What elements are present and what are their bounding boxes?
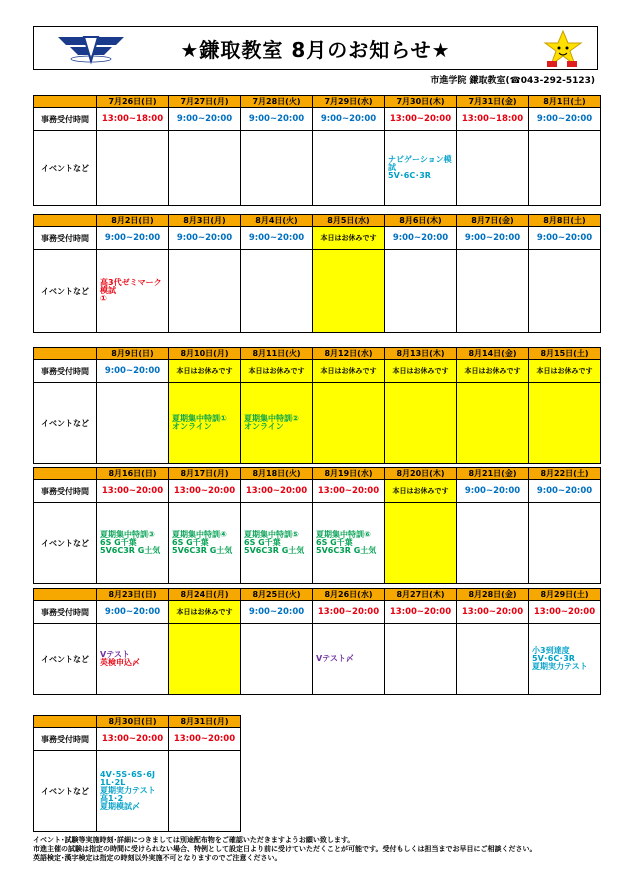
closed-notice: 本日はお休みです bbox=[385, 360, 457, 383]
hours-label: 事務受付時間 bbox=[34, 108, 97, 131]
hours-cell: 9:00~20:00 bbox=[97, 227, 169, 250]
hours-cell: 13:00~20:00 bbox=[385, 108, 457, 131]
date-cell: 8月31日(月) bbox=[169, 716, 241, 728]
event-line: 高3代ゼミマーク模試 bbox=[100, 278, 162, 295]
events-label: イベントなど bbox=[34, 503, 97, 584]
header-corner bbox=[34, 716, 97, 728]
event-cell bbox=[313, 383, 385, 464]
event-cell bbox=[169, 751, 241, 832]
hours-cell: 9:00~20:00 bbox=[97, 360, 169, 383]
hours-cell: 13:00~20:00 bbox=[529, 601, 601, 624]
date-cell: 8月30日(日) bbox=[97, 716, 169, 728]
date-row bbox=[34, 348, 601, 360]
events-label: イベントなど bbox=[34, 250, 97, 333]
hours-row bbox=[34, 601, 601, 624]
date-cell: 7月31日(金) bbox=[457, 96, 529, 108]
event-cell bbox=[313, 131, 385, 206]
event-line: オンライン bbox=[172, 422, 212, 431]
week-table bbox=[33, 715, 241, 832]
events-row bbox=[34, 503, 601, 584]
event-line: 夏期集中特訓② bbox=[244, 414, 299, 423]
hours-cell: 9:00~20:00 bbox=[457, 227, 529, 250]
event-cell bbox=[385, 383, 457, 464]
event-cell bbox=[529, 250, 601, 333]
event-line: Vテスト bbox=[100, 650, 130, 659]
hours-cell: 9:00~20:00 bbox=[169, 108, 241, 131]
date-cell: 8月14日(金) bbox=[457, 348, 529, 360]
hours-cell: 13:00~20:00 bbox=[97, 728, 169, 751]
event-cell bbox=[313, 250, 385, 333]
event-line: 5V6C3R G土気 bbox=[172, 546, 233, 555]
event-cell bbox=[169, 383, 241, 464]
event-line: 6S G千葉 bbox=[172, 538, 209, 547]
date-cell: 8月10日(月) bbox=[169, 348, 241, 360]
events-label: イベントなど bbox=[34, 383, 97, 464]
event-line: 6S G千葉 bbox=[100, 538, 137, 547]
hours-cell: 9:00~20:00 bbox=[241, 601, 313, 624]
date-cell: 8月17日(月) bbox=[169, 468, 241, 480]
date-cell: 8月22日(土) bbox=[529, 468, 601, 480]
hours-cell: 13:00~20:00 bbox=[385, 601, 457, 624]
closed-notice: 本日はお休みです bbox=[241, 360, 313, 383]
hours-cell: 13:00~20:00 bbox=[457, 601, 529, 624]
event-line: 小3到達度 bbox=[532, 646, 570, 655]
date-cell: 8月26日(水) bbox=[313, 589, 385, 601]
notes bbox=[33, 836, 613, 863]
hours-row bbox=[34, 108, 601, 131]
date-cell: 7月28日(火) bbox=[241, 96, 313, 108]
event-line: 5V･6C･3R bbox=[388, 171, 431, 180]
date-cell: 7月26日(日) bbox=[97, 96, 169, 108]
date-cell: 8月16日(日) bbox=[97, 468, 169, 480]
event-line: 高1･2 bbox=[100, 794, 124, 803]
event-cell bbox=[97, 624, 169, 695]
event-cell bbox=[529, 131, 601, 206]
week-table bbox=[33, 95, 601, 206]
event-cell bbox=[169, 503, 241, 584]
hours-cell: 13:00~20:00 bbox=[97, 480, 169, 503]
event-cell bbox=[313, 624, 385, 695]
date-cell: 8月4日(火) bbox=[241, 215, 313, 227]
date-cell: 7月27日(月) bbox=[169, 96, 241, 108]
event-line: 夏期集中特訓⑤ bbox=[244, 530, 299, 539]
event-cell bbox=[97, 250, 169, 333]
date-cell: 8月19日(水) bbox=[313, 468, 385, 480]
events-row bbox=[34, 751, 241, 832]
event-line: 5V6C3R G土気 bbox=[244, 546, 305, 555]
week-table bbox=[33, 214, 601, 333]
event-cell bbox=[97, 503, 169, 584]
event-cell bbox=[97, 131, 169, 206]
events-row bbox=[34, 131, 601, 206]
event-line: 夏期実力テスト bbox=[532, 662, 588, 671]
event-cell bbox=[169, 250, 241, 333]
hours-row bbox=[34, 360, 601, 383]
date-cell: 8月1日(土) bbox=[529, 96, 601, 108]
event-cell bbox=[241, 503, 313, 584]
date-row bbox=[34, 96, 601, 108]
week-table bbox=[33, 467, 601, 584]
events-row bbox=[34, 383, 601, 464]
hours-cell: 9:00~20:00 bbox=[97, 601, 169, 624]
hours-cell: 9:00~20:00 bbox=[457, 480, 529, 503]
hours-cell: 13:00~18:00 bbox=[457, 108, 529, 131]
closed-notice: 本日はお休みです bbox=[457, 360, 529, 383]
event-line: 夏期集中特訓⑥ bbox=[316, 530, 371, 539]
event-line: 4V･5S･6S･6J bbox=[100, 770, 155, 779]
event-line: 5V6C3R G土気 bbox=[316, 546, 377, 555]
event-cell bbox=[457, 383, 529, 464]
hours-cell: 13:00~18:00 bbox=[97, 108, 169, 131]
event-cell bbox=[385, 624, 457, 695]
star-mascot-icon bbox=[541, 29, 585, 69]
note-line: イベント･試験等実施時刻･詳細につきましては別途配布物をご確認いただきますようお願い致します。 bbox=[33, 836, 355, 844]
week-table bbox=[33, 588, 601, 695]
date-cell: 8月21日(金) bbox=[457, 468, 529, 480]
hours-cell: 9:00~20:00 bbox=[169, 227, 241, 250]
week-table bbox=[33, 347, 601, 464]
contact-info: 市進学院 鎌取教室(☎043-292-5123) bbox=[430, 76, 595, 86]
closed-notice: 本日はお休みです bbox=[169, 360, 241, 383]
event-cell bbox=[529, 503, 601, 584]
note-line: 市進主催の試験は指定の時間に受けられない場合、特例として設定日より前に受けていただくことが可能です。受付もしくは担当までお早目にご相談ください。 bbox=[33, 845, 537, 853]
date-row bbox=[34, 215, 601, 227]
event-line: 夏期実力テスト bbox=[100, 786, 156, 795]
date-cell: 8月5日(水) bbox=[313, 215, 385, 227]
note-line: 英語検定･漢字検定は指定の時刻以外実施不可となりますのでご注意ください。 bbox=[33, 854, 282, 862]
event-cell bbox=[169, 131, 241, 206]
event-line: 夏期集中特訓① bbox=[172, 414, 227, 423]
date-row bbox=[34, 716, 241, 728]
event-cell bbox=[529, 383, 601, 464]
event-cell bbox=[529, 624, 601, 695]
date-cell: 8月20日(木) bbox=[385, 468, 457, 480]
hours-cell: 9:00~20:00 bbox=[529, 108, 601, 131]
event-line: 5V･6C･3R bbox=[532, 654, 575, 663]
date-cell: 8月18日(火) bbox=[241, 468, 313, 480]
closed-notice: 本日はお休みです bbox=[385, 480, 457, 503]
hours-row bbox=[34, 480, 601, 503]
event-cell bbox=[385, 131, 457, 206]
header-corner bbox=[34, 96, 97, 108]
hours-cell: 9:00~20:00 bbox=[313, 108, 385, 131]
date-cell: 8月8日(土) bbox=[529, 215, 601, 227]
date-cell: 8月9日(日) bbox=[97, 348, 169, 360]
event-cell bbox=[457, 131, 529, 206]
page-title: ★鎌取教室 8月のお知らせ★ bbox=[180, 38, 451, 62]
notice-header bbox=[33, 26, 598, 70]
hours-row bbox=[34, 227, 601, 250]
closed-notice: 本日はお休みです bbox=[313, 360, 385, 383]
event-line: 英検申込〆 bbox=[100, 658, 140, 667]
date-cell: 8月29日(土) bbox=[529, 589, 601, 601]
event-cell bbox=[457, 250, 529, 333]
event-cell bbox=[169, 624, 241, 695]
hours-cell: 9:00~20:00 bbox=[529, 227, 601, 250]
closed-notice: 本日はお休みです bbox=[529, 360, 601, 383]
hours-label: 事務受付時間 bbox=[34, 728, 97, 751]
date-cell: 8月11日(火) bbox=[241, 348, 313, 360]
event-line: 6S G千葉 bbox=[244, 538, 281, 547]
hours-cell: 13:00~20:00 bbox=[313, 601, 385, 624]
date-cell: 8月3日(月) bbox=[169, 215, 241, 227]
event-cell bbox=[313, 503, 385, 584]
hours-label: 事務受付時間 bbox=[34, 227, 97, 250]
event-line: 夏期集中特訓④ bbox=[172, 530, 227, 539]
date-cell: 8月15日(土) bbox=[529, 348, 601, 360]
date-cell: 8月27日(木) bbox=[385, 589, 457, 601]
hours-row bbox=[34, 728, 241, 751]
event-cell bbox=[241, 250, 313, 333]
header-corner bbox=[34, 348, 97, 360]
hours-cell: 13:00~20:00 bbox=[241, 480, 313, 503]
event-cell bbox=[241, 624, 313, 695]
hours-label: 事務受付時間 bbox=[34, 480, 97, 503]
hours-cell: 13:00~20:00 bbox=[169, 728, 241, 751]
event-line: 夏期集中特訓③ bbox=[100, 530, 155, 539]
header-corner bbox=[34, 215, 97, 227]
events-label: イベントなど bbox=[34, 624, 97, 695]
date-cell: 8月12日(水) bbox=[313, 348, 385, 360]
hours-cell: 9:00~20:00 bbox=[529, 480, 601, 503]
hours-cell: 13:00~20:00 bbox=[313, 480, 385, 503]
event-cell bbox=[97, 751, 169, 832]
event-line: Vテスト〆 bbox=[316, 654, 354, 663]
events-row bbox=[34, 624, 601, 695]
hours-cell: 13:00~20:00 bbox=[169, 480, 241, 503]
hours-cell: 9:00~20:00 bbox=[241, 108, 313, 131]
hours-cell: 9:00~20:00 bbox=[385, 227, 457, 250]
hours-label: 事務受付時間 bbox=[34, 360, 97, 383]
header-corner bbox=[34, 589, 97, 601]
date-cell: 7月30日(木) bbox=[385, 96, 457, 108]
date-cell: 8月2日(日) bbox=[97, 215, 169, 227]
event-cell bbox=[241, 383, 313, 464]
hours-label: 事務受付時間 bbox=[34, 601, 97, 624]
date-cell: 8月6日(木) bbox=[385, 215, 457, 227]
event-line: 6S G千葉 bbox=[316, 538, 353, 547]
date-cell: 7月29日(水) bbox=[313, 96, 385, 108]
events-label: イベントなど bbox=[34, 131, 97, 206]
event-cell bbox=[97, 383, 169, 464]
event-line: 1L･2L bbox=[100, 778, 126, 787]
date-cell: 8月28日(金) bbox=[457, 589, 529, 601]
date-cell: 8月13日(木) bbox=[385, 348, 457, 360]
event-cell bbox=[457, 503, 529, 584]
header-corner bbox=[34, 468, 97, 480]
date-row bbox=[34, 589, 601, 601]
date-cell: 8月23日(日) bbox=[97, 589, 169, 601]
event-line: 夏期模試〆 bbox=[100, 802, 140, 811]
event-line: ① bbox=[100, 294, 107, 303]
hours-cell: 9:00~20:00 bbox=[241, 227, 313, 250]
event-line: 5V6C3R G土気 bbox=[100, 546, 161, 555]
date-row bbox=[34, 468, 601, 480]
date-cell: 8月24日(月) bbox=[169, 589, 241, 601]
event-cell bbox=[385, 503, 457, 584]
event-cell bbox=[241, 131, 313, 206]
event-line: ナビゲーション模試 bbox=[388, 155, 452, 172]
event-cell bbox=[457, 624, 529, 695]
closed-notice: 本日はお休みです bbox=[169, 601, 241, 624]
event-cell bbox=[385, 250, 457, 333]
event-line: オンライン bbox=[244, 422, 284, 431]
events-label: イベントなど bbox=[34, 751, 97, 832]
date-cell: 8月25日(火) bbox=[241, 589, 313, 601]
events-row bbox=[34, 250, 601, 333]
closed-notice: 本日はお休みです bbox=[313, 227, 385, 250]
date-cell: 8月7日(金) bbox=[457, 215, 529, 227]
